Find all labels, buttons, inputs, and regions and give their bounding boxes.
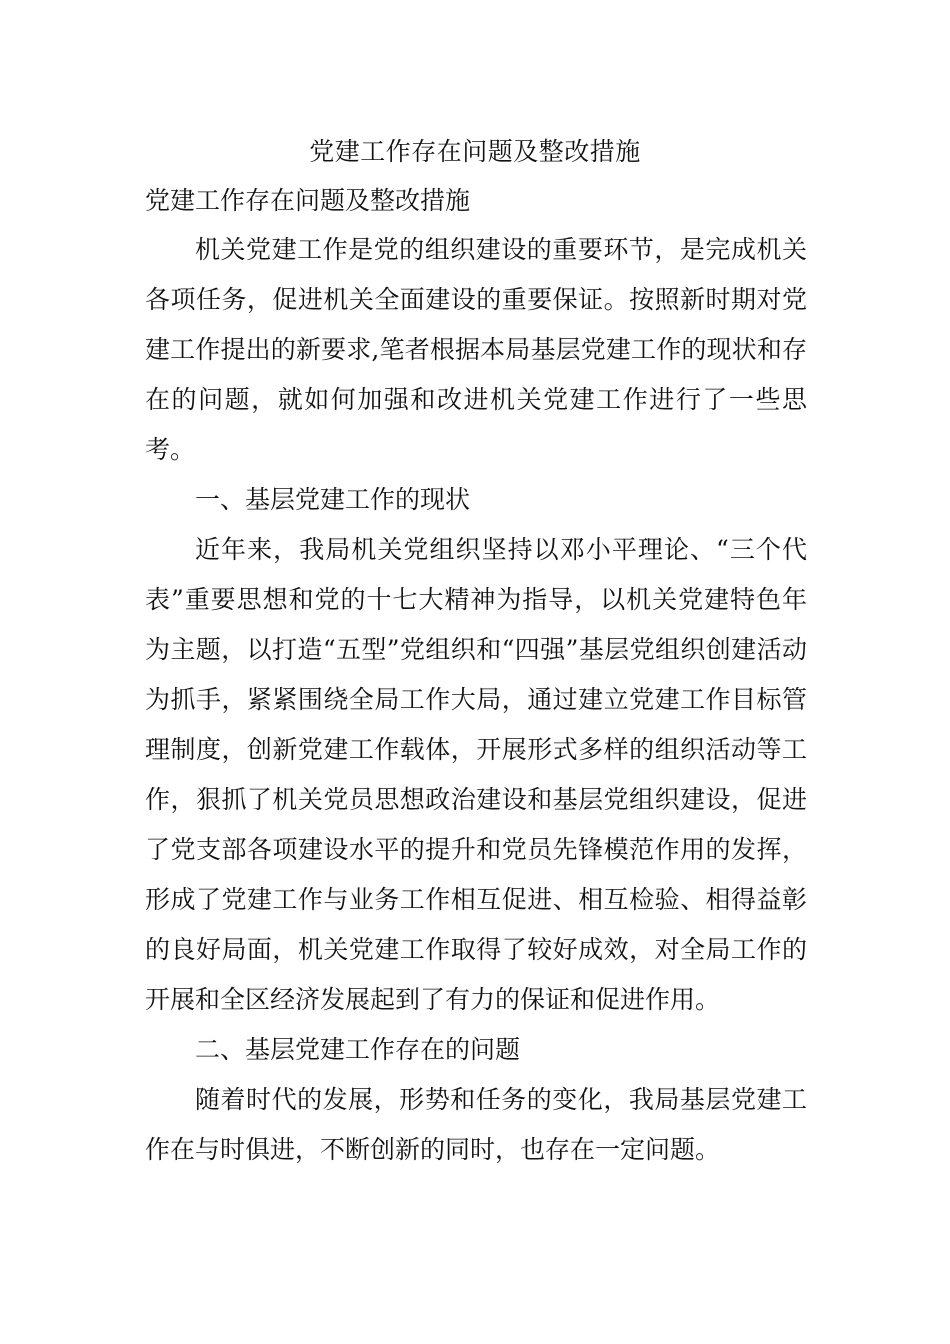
section-heading-problems: 二、基层党建工作存在的问题: [195, 1035, 521, 1064]
paragraph-problems: 随着时代的发展，形势和任务的变化，我局基层党建工作在与时俱进，不断创新的同时，也存在一定问题。: [145, 1085, 807, 1164]
document-subtitle: 党建工作存在问题及整改措施: [145, 186, 471, 215]
document-title: 党建工作存在问题及整改措施: [309, 137, 641, 166]
paragraph-intro: 机关党建工作是党的组织建设的重要环节，是完成机关各项任务，促进机关全面建设的重要保证。按照新时期对党建工作提出的新要求,笔者根据本局基层党建工作的现状和存在的问题，就如何加强和改进机关党建工作进行了一些思考。: [145, 235, 807, 464]
section-heading-status: 一、基层党建工作的现状: [195, 485, 471, 514]
paragraph-status: 近年来，我局机关党组织坚持以邓小平理论、“三个代表”重要思想和党的十七大精神为指导，以机关党建特色年为主题，以打造“五型”党组织和“四强”基层党组织创建活动为抓手，紧紧围绕全局工作大局，通过建立党建工作目标管理制度，创新党建工作载体，开展形式多样的组织活动等工作，狠抓了机关党员思想政治建设和基层党组织建设，促进了党支部各项建设水平的提升和党员先锋模范作用的发挥，形成了党建工作与业务工作相互促进、相互检验、相得益彰的良好局面，机关党建工作取得了较好成效，对全局工作的开展和全区经济发展起到了有力的保证和促进作用。: [145, 535, 807, 1014]
document-body: [145, 225, 807, 1175]
